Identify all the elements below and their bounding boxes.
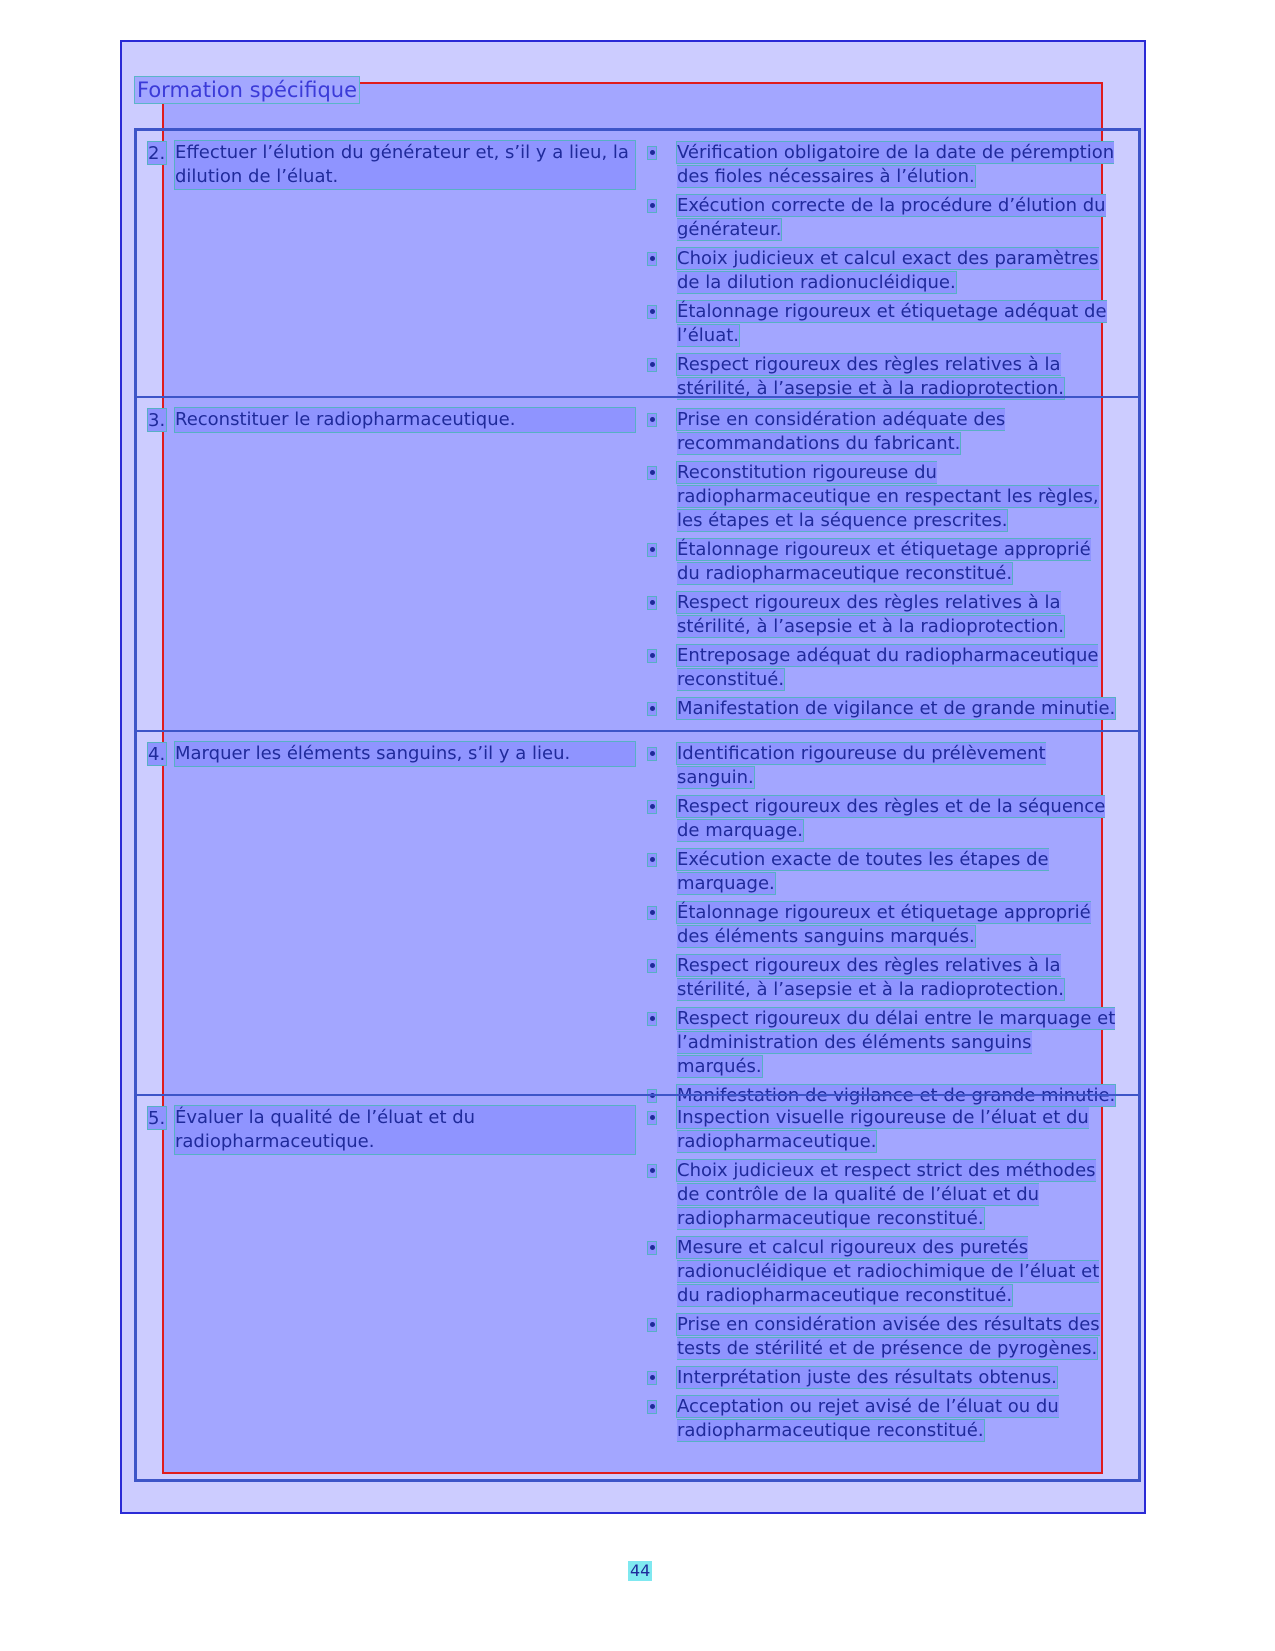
criteria-cell [647,408,1117,726]
section-title: Formation spécifique [134,76,360,104]
list-item [647,408,1117,456]
criteria-cell [647,141,1117,406]
bullet-icon [647,146,657,160]
task-number: 3. [148,410,166,431]
bullet-icon [647,800,657,814]
bullet-icon [647,199,657,213]
list-item [647,1007,1117,1079]
criterion-text: Respect rigoureux des règles et de la séquence de marquage. [677,796,1106,841]
table-row [137,1094,1138,1479]
criterion-text: Entreposage adéquat du radiopharmaceutique reconstitué. [677,645,1099,690]
bullet-icon [647,1318,657,1332]
bullet-icon [647,1241,657,1255]
bullet-icon [647,959,657,973]
criterion-text: Choix judicieux et respect strict des méthodes de contrôle de la qualité de l’éluat et du radiopharmaceutique reconstitué. [677,1160,1096,1229]
criterion-text: Exécution correcte de la procédure d’élution du générateur. [677,195,1106,240]
criteria-cell [647,1106,1117,1448]
task-number: 4. [148,744,166,765]
bullet-icon [647,906,657,920]
list-item [647,300,1117,348]
bullet-icon [647,466,657,480]
list-item [647,848,1117,896]
list-item [647,1106,1117,1154]
list-item [647,141,1117,189]
criterion-text: Étalonnage rigoureux et étiquetage approprié des éléments sanguins marqués. [677,902,1091,947]
bullet-icon [647,1012,657,1026]
list-item [647,194,1117,242]
task-number: 2. [148,143,166,164]
bullet-icon [647,413,657,427]
bullet-icon [647,543,657,557]
criterion-text: Interprétation juste des résultats obtenus. [677,1367,1057,1388]
list-item [647,1236,1117,1308]
table-row [137,730,1138,1106]
bullet-icon [647,1371,657,1385]
bullet-icon [647,649,657,663]
list-item [647,697,1117,721]
task-text: Marquer les éléments sanguins, s’il y a lieu. [175,742,635,766]
criterion-text: Respect rigoureux des règles relatives à la stérilité, à l’asepsie et à la radioprotection. [677,955,1064,1000]
criterion-text: Acceptation ou rejet avisé de l’éluat ou du radiopharmaceutique reconstitué. [677,1396,1059,1441]
criterion-text: Identification rigoureuse du prélèvement sanguin. [677,743,1046,788]
list-item [647,901,1117,949]
criterion-text: Respect rigoureux des règles relatives à la stérilité, à l’asepsie et à la radioprotection. [677,592,1064,637]
list-item [647,353,1117,401]
list-item [647,461,1117,533]
criterion-text: Reconstitution rigoureuse du radiopharmaceutique en respectant les règles, les étapes et la séquence prescrites. [677,462,1099,531]
bullet-icon [647,305,657,319]
criterion-text: Mesure et calcul rigoureux des puretés radionucléidique et radiochimique de l’éluat et du radiopharmaceutique reconstitué. [677,1237,1100,1306]
list-item [647,1395,1117,1443]
bullet-icon [647,252,657,266]
criterion-text: Manifestation de vigilance et de grande minutie. [677,698,1116,719]
criterion-text: Manifestation de vigilance et de grande minutie. [677,1085,1116,1106]
criterion-text: Étalonnage rigoureux et étiquetage approprié du radiopharmaceutique reconstitué. [677,539,1091,584]
criterion-text: Exécution exacte de toutes les étapes de marquage. [677,849,1049,894]
criteria-cell [647,742,1117,1113]
table-row [137,131,1138,399]
criterion-text: Étalonnage rigoureux et étiquetage adéquat de l’éluat. [677,301,1107,346]
list-item [647,1313,1117,1361]
bullet-icon [647,747,657,761]
list-item [647,247,1117,295]
page-number: 44 [630,1561,651,1580]
bullet-icon [647,596,657,610]
bullet-icon [647,1400,657,1414]
list-item [647,1366,1117,1390]
list-item [647,742,1117,790]
list-item [647,1159,1117,1231]
list-item [647,538,1117,586]
bullet-icon [647,853,657,867]
list-item [647,591,1117,639]
task-text: Reconstituer le radiopharmaceutique. [175,408,635,432]
bullet-icon [647,702,657,716]
task-number: 5. [148,1108,166,1129]
bullet-icon [647,1111,657,1125]
criterion-text: Vérification obligatoire de la date de péremption des fioles nécessaires à l’élution. [677,142,1115,187]
competency-table [134,128,1141,1482]
criterion-text: Prise en considération avisée des résultats des tests de stérilité et de présence de pyrogènes. [677,1314,1100,1359]
list-item [647,954,1117,1002]
list-item [647,644,1117,692]
criterion-text: Respect rigoureux des règles relatives à la stérilité, à l’asepsie et à la radioprotection. [677,354,1064,399]
bullet-icon [647,1164,657,1178]
table-row [137,396,1138,730]
criterion-text: Prise en considération adéquate des recommandations du fabricant. [677,409,1006,454]
criterion-text: Choix judicieux et calcul exact des paramètres de la dilution radionucléidique. [677,248,1099,293]
task-text: Effectuer l’élution du générateur et, s’il y a lieu, la dilution de l’éluat. [175,141,635,189]
criterion-text: Inspection visuelle rigoureuse de l’éluat et du radiopharmaceutique. [677,1107,1089,1152]
criterion-text: Respect rigoureux du délai entre le marquage et l’administration des éléments sanguins marqués. [677,1008,1116,1077]
list-item [647,795,1117,843]
bullet-icon [647,358,657,372]
task-text: Évaluer la qualité de l’éluat et du radiopharmaceutique. [175,1106,635,1154]
